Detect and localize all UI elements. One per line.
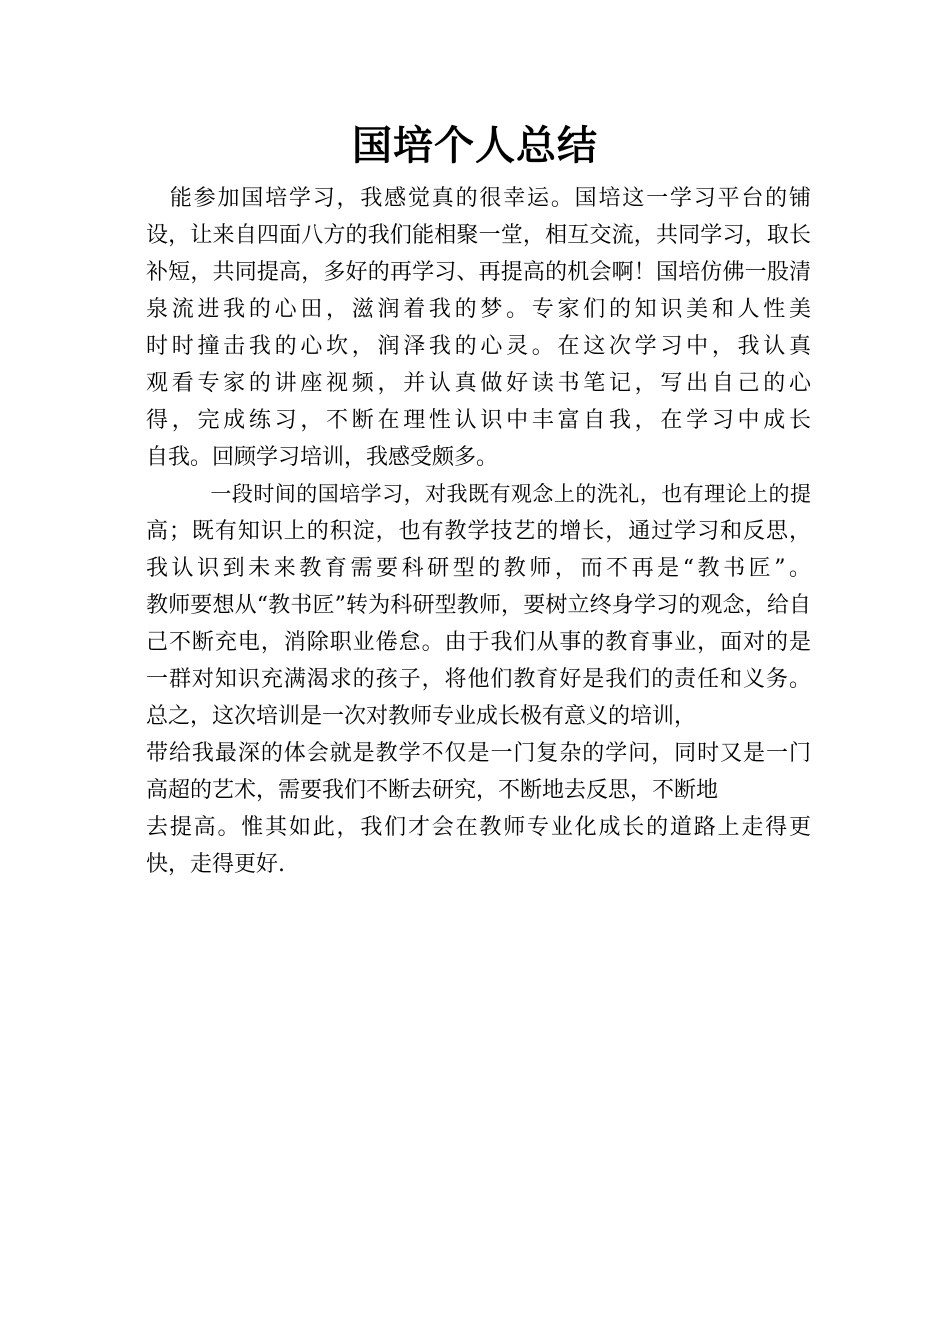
- body-line: 泉流进我的心田，滋润着我的梦。专家们的知识美和人性美: [146, 297, 811, 322]
- body-line: 我认识到未来教育需要科研型的教师，而不再是“教书匠”。: [146, 556, 811, 581]
- body-line: 己不断充电，消除职业倦怠。由于我们从事的教育事业，面对的是: [146, 630, 811, 655]
- body-line: 带给我最深的体会就是教学不仅是一门复杂的学问，同时又是一门: [146, 741, 811, 766]
- body-line: 自我。回顾学习培训，我感受颇多。: [146, 445, 499, 470]
- document-title: 国培个人总结: [352, 122, 598, 169]
- body-line: 补短，共同提高，多好的再学习、再提高的机会啊！国培仿佛一股清: [146, 260, 811, 285]
- document-body: [146, 180, 811, 883]
- body-line: 总之，这次培训是一次对教师专业成长极有意义的培训，: [146, 704, 697, 729]
- body-line: 得，完成练习，不断在理性认识中丰富自我，在学习中成长: [146, 408, 811, 433]
- body-line: 去提高。惟其如此，我们才会在教师专业化成长的道路上走得更: [146, 815, 811, 840]
- body-line: 一群对知识充满渴求的孩子，将他们教育好是我们的责任和义务。: [146, 667, 811, 692]
- body-line: 高；既有知识上的积淀，也有教学技艺的增长，通过学习和反思，: [146, 519, 811, 544]
- body-line: 时时撞击我的心坎，润泽我的心灵。在这次学习中，我认真: [146, 334, 811, 359]
- body-line: 能参加国培学习，我感觉真的很幸运。国培这一学习平台的铺: [146, 186, 811, 211]
- body-line: 观看专家的讲座视频，并认真做好读书笔记，写出自己的心: [146, 371, 811, 396]
- body-line: 快，走得更好.: [146, 852, 285, 877]
- body-line: 教师要想从“教书匠”转为科研型教师，要树立终身学习的观念，给自: [146, 593, 811, 618]
- body-line: 设，让来自四面八方的我们能相聚一堂，相互交流，共同学习，取长: [146, 223, 811, 248]
- body-line: 一段时间的国培学习，对我既有观念上的洗礼，也有理论上的提: [146, 482, 811, 506]
- body-line: 高超的艺术，需要我们不断去研究，不断地去反思，不断地: [146, 778, 719, 803]
